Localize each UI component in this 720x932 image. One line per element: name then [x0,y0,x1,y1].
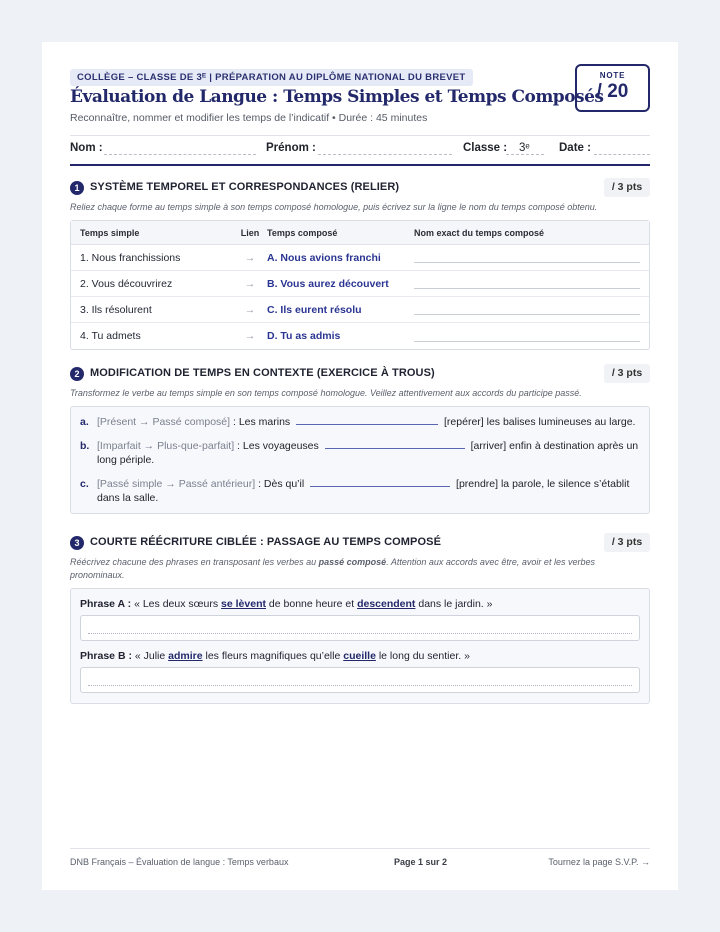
fill-in-panel [70,406,650,514]
target-verb: cueille [343,650,376,662]
phrase-label: Phrase B : [80,650,132,662]
arrow-right-icon: → [244,277,256,290]
date-label: Date : [559,142,591,154]
answer-blank[interactable] [296,416,438,425]
answer-box[interactable] [80,667,640,693]
points-badge: / 3 pts [604,533,650,552]
phrase-b: Phrase B : « Julie admire les fleurs magnifiques qu’elle cueille le long du sentier. » [80,650,470,662]
instruction: Réécrivez chacune des phrases en transposant les verbes au passé composé. Attention aux accords avec être, avoir et les verbes pronominaux. [70,557,595,580]
answer-line[interactable] [414,323,640,349]
divider-strong [70,164,650,166]
tense-hint: [Imparfait → Plus-que-parfait] [97,440,235,452]
header [70,67,650,139]
exam-page [42,42,678,890]
identity-line [70,140,650,160]
answer-line[interactable] [414,271,640,296]
nom-field[interactable] [104,154,256,155]
col-header: Nom exact du temps composé [414,227,545,238]
arrow-right-icon: → [244,330,256,342]
instruction: Reliez chaque forme au temps simple à son temps composé homologue, puis écrivez sur la ligne le nom du temps composé obtenu. [70,202,598,212]
item-text: [prendre] la parole, le silence s’établit dans la salle. [97,478,630,504]
grade-box [575,64,650,112]
page-subtitle: Reconnaître, nommer et modifier les temps de l’indicatif • Durée : 45 minutes [70,112,428,124]
level-badge: COLLÈGE – CLASSE DE 3ᴱ | PRÉPARATION AU DIPLÔME NATIONAL DU BREVET [70,69,473,86]
exercise-item [80,477,640,505]
answer-box[interactable] [80,615,640,641]
item-text: [repérer] les balises lumineuses au large. [444,416,636,428]
prenom-label: Prénom : [266,142,316,154]
table-row [71,271,649,297]
page-number: Page 1 sur 2 [394,857,448,867]
table-header [71,221,649,245]
section-1 [70,178,650,350]
item-text: : Dès qu’il [255,478,305,490]
compound-form: D. Tu as admis [267,330,341,342]
section-number: 2 [70,367,84,381]
classe-field[interactable] [506,154,544,155]
simple-form: 2. Vous découvrirez [80,277,173,290]
table-row [71,323,649,349]
section-2 [70,364,650,514]
target-verb: admire [168,650,203,662]
footer-left: DNB Français – Évaluation de langue : Temps verbaux [70,857,289,867]
exercise-item [80,439,640,467]
simple-form: 4. Tu admets [80,330,141,342]
phrase-label: Phrase A : [80,598,132,610]
compound-form: A. Nous avions franchi [267,251,381,264]
answer-blank[interactable] [310,478,450,487]
col-header: Temps simple [80,227,140,238]
item-text: [arriver] enfin à destination après un long périple. [97,440,639,466]
grade-value: / 20 [596,81,629,102]
rewrite-panel [70,588,650,704]
table-row [71,297,649,323]
tense-hint: [Passé simple → Passé antérieur] [97,478,256,490]
simple-form: 3. Ils résolurent [80,303,152,316]
footer [70,848,650,868]
section-title: COURTE RÉÉCRITURE CIBLÉE : PASSAGE AU TEMPS COMPOSÉ [90,536,442,548]
points-badge: / 3 pts [604,364,650,383]
nom-label: Nom : [70,142,103,154]
simple-form: 1. Nous franchissions [80,251,181,264]
col-header: Temps composé [267,227,338,238]
compound-form: B. Vous aurez découvert [267,277,389,290]
matching-table [70,220,650,350]
item-letter: c. [80,478,89,490]
classe-label: Classe : [463,142,508,154]
target-verb: se lèvent [221,598,266,610]
footer-right: Tournez la page S.V.P. → [548,857,650,867]
section-title: SYSTÈME TEMPOREL ET CORRESPONDANCES (RELIER) [90,181,400,193]
section-number: 1 [70,181,84,195]
prenom-field[interactable] [318,154,452,155]
divider [70,135,650,136]
answer-line[interactable] [414,245,640,270]
answer-line[interactable] [414,297,640,322]
arrow-right-icon: → [244,251,256,264]
phrase-a: Phrase A : « Les deux sœurs se lèvent de bonne heure et descendent dans le jardin. » [80,598,493,610]
target-verb: descendent [357,598,416,610]
date-field[interactable] [594,154,650,155]
answer-blank[interactable] [325,440,465,449]
item-letter: a. [80,416,89,428]
item-letter: b. [80,440,90,452]
table-row [71,245,649,271]
points-badge: / 3 pts [604,178,650,197]
col-header: Lien [240,227,260,238]
page-title: Évaluation de Langue : Temps Simples et Temps Composés [70,87,604,107]
section-title: MODIFICATION DE TEMPS EN CONTEXTE (EXERCICE À TROUS) [90,367,435,379]
arrow-right-icon: → [244,303,256,316]
section-3 [70,533,650,704]
section-number: 3 [70,536,84,550]
classe-value: 3ᵉ [519,142,530,154]
grade-label: NOTE [599,71,626,80]
compound-form: C. Ils eurent résolu [267,303,362,316]
instruction: Transformez le verbe au temps simple en son temps composé homologue. Veillez attentivement aux accords du participe passé. [70,388,582,398]
exercise-item [80,415,640,429]
item-text: : Les voyageuses [234,440,319,452]
item-text: : Les marins [230,416,291,428]
tense-hint: [Présent → Passé composé] [97,416,231,428]
